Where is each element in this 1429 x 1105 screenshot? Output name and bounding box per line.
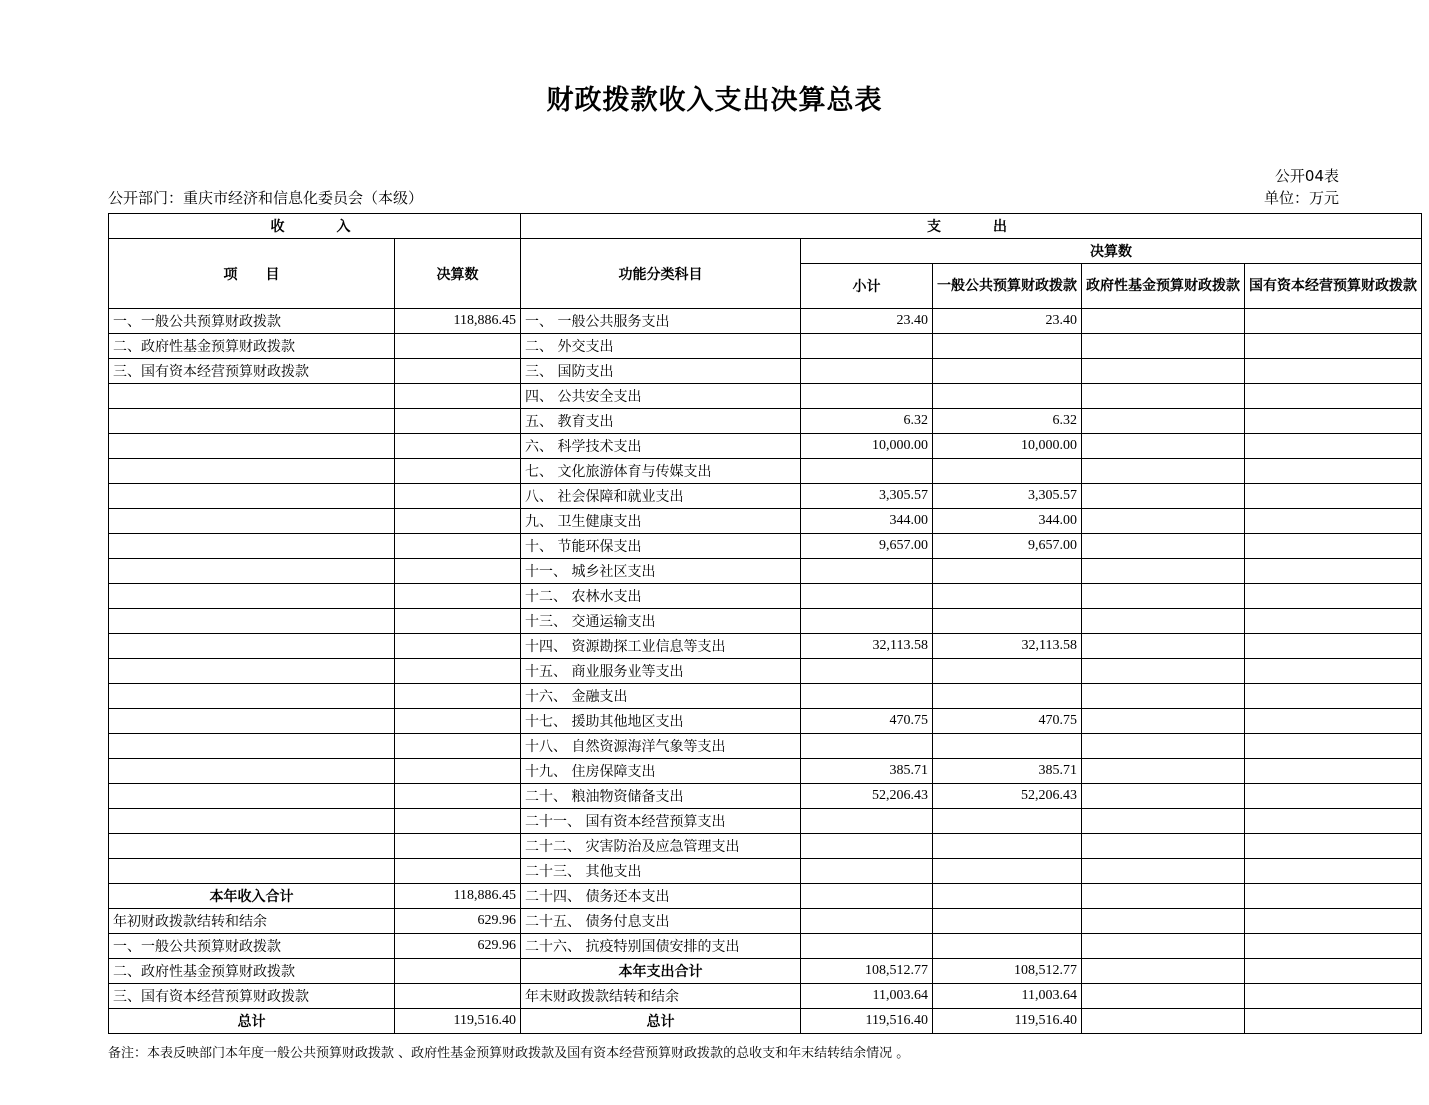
expense-subtotal-cell [801,459,933,484]
expense-general-cell [933,834,1082,859]
expense-fund-cell [1082,959,1245,984]
expense-fund-cell [1082,309,1245,334]
income-item-cell [109,784,395,809]
meta-right-block [1264,165,1339,209]
income-amount-cell [395,434,521,459]
income-amount-cell [395,984,521,1009]
table-row [109,884,1422,909]
expense-general-cell [933,909,1082,934]
document-meta [0,165,1429,209]
income-amount-cell [395,859,521,884]
expense-fund-cell [1082,834,1245,859]
expense-soe-cell [1245,784,1422,809]
expense-soe-cell [1245,434,1422,459]
expense-general-cell [933,459,1082,484]
expense-fund-cell [1082,334,1245,359]
expense-soe-cell [1245,859,1422,884]
expense-general-cell: 470.75 [933,709,1082,734]
expense-subtotal-cell [801,359,933,384]
income-amount-cell [395,484,521,509]
expense-category-cell: 三、 国防支出 [521,359,801,384]
expense-general-cell [933,559,1082,584]
expense-subtotal-cell: 32,113.58 [801,634,933,659]
table-row [109,859,1422,884]
header-expense-group: 支 出 [521,214,1422,239]
income-item-cell [109,709,395,734]
expense-soe-cell [1245,659,1422,684]
income-item-cell [109,809,395,834]
income-item-cell [109,834,395,859]
expense-fund-cell [1082,359,1245,384]
expense-subtotal-cell: 23.40 [801,309,933,334]
table-row [109,634,1422,659]
expense-soe-cell [1245,759,1422,784]
income-item-cell [109,609,395,634]
income-item-cell: 本年收入合计 [109,884,395,909]
header-gov-fund-budget: 政府性基金预算财政拨款 [1082,264,1245,309]
expense-subtotal-cell: 344.00 [801,509,933,534]
expense-category-cell: 十一、 城乡社区支出 [521,559,801,584]
expense-category-cell: 十九、 住房保障支出 [521,759,801,784]
table-row [109,809,1422,834]
table-row [109,609,1422,634]
table-row [109,559,1422,584]
table-row [109,409,1422,434]
expense-general-cell: 23.40 [933,309,1082,334]
income-amount-cell [395,809,521,834]
expense-soe-cell [1245,734,1422,759]
expense-subtotal-cell: 52,206.43 [801,784,933,809]
income-amount-cell [395,959,521,984]
income-item-cell [109,384,395,409]
expense-category-cell: 一、 一般公共服务支出 [521,309,801,334]
expense-category-cell: 总计 [521,1009,801,1034]
income-item-cell [109,434,395,459]
expense-soe-cell [1245,709,1422,734]
header-income-item: 项 目 [109,239,395,309]
expense-subtotal-cell [801,934,933,959]
expense-fund-cell [1082,609,1245,634]
income-amount-cell [395,759,521,784]
expense-subtotal-cell [801,609,933,634]
expense-category-cell: 七、 文化旅游体育与传媒支出 [521,459,801,484]
expense-soe-cell [1245,409,1422,434]
expense-soe-cell [1245,384,1422,409]
table-row [109,684,1422,709]
expense-soe-cell [1245,584,1422,609]
income-amount-cell [395,609,521,634]
expense-category-cell: 九、 卫生健康支出 [521,509,801,534]
table-row [109,784,1422,809]
header-general-public-budget: 一般公共预算财政拨款 [933,264,1082,309]
income-amount-cell: 118,886.45 [395,884,521,909]
expense-general-cell [933,334,1082,359]
expense-category-cell: 二十、 粮油物资储备支出 [521,784,801,809]
expense-general-cell [933,934,1082,959]
expense-subtotal-cell [801,884,933,909]
expense-subtotal-cell [801,559,933,584]
expense-general-cell [933,584,1082,609]
expense-category-cell: 二十四、 债务还本支出 [521,884,801,909]
expense-fund-cell [1082,534,1245,559]
expense-subtotal-cell: 470.75 [801,709,933,734]
expense-subtotal-cell: 385.71 [801,759,933,784]
expense-subtotal-cell [801,584,933,609]
header-income-amount: 决算数 [395,239,521,309]
header-settlement-amount: 决算数 [801,239,1422,264]
header-soe-capital-budget: 国有资本经营预算财政拨款 [1245,264,1422,309]
expense-category-cell: 年末财政拨款结转和结余 [521,984,801,1009]
table-row [109,484,1422,509]
expense-general-cell: 32,113.58 [933,634,1082,659]
table-row [109,834,1422,859]
income-item-cell: 二、政府性基金预算财政拨款 [109,334,395,359]
expense-soe-cell [1245,909,1422,934]
header-subtotal: 小计 [801,264,933,309]
table-note: 备注：本表反映部门本年度一般公共预算财政拨款 、政府性基金预算财政拨款及国有资本经营预算财政拨款的总收支和年末结转结余情况 。 [108,1046,910,1061]
expense-subtotal-cell [801,659,933,684]
table-row [109,459,1422,484]
expense-subtotal-cell [801,734,933,759]
expense-category-cell: 五、 教育支出 [521,409,801,434]
income-item-cell [109,759,395,784]
income-amount-cell: 119,516.40 [395,1009,521,1034]
expense-soe-cell [1245,609,1422,634]
expense-soe-cell [1245,559,1422,584]
expense-subtotal-cell [801,384,933,409]
unit-label: 单位：万元 [1263,189,1339,207]
budget-table [108,213,1422,1034]
expense-fund-cell [1082,434,1245,459]
income-amount-cell: 629.96 [395,934,521,959]
table-row [109,309,1422,334]
expense-general-cell: 6.32 [933,409,1082,434]
table-row [109,359,1422,384]
table-row [109,509,1422,534]
income-item-cell [109,559,395,584]
expense-fund-cell [1082,484,1245,509]
income-item-cell [109,459,395,484]
income-item-cell: 年初财政拨款结转和结余 [109,909,395,934]
income-amount-cell [395,509,521,534]
income-amount-cell [395,784,521,809]
income-amount-cell [395,709,521,734]
expense-subtotal-cell [801,684,933,709]
expense-general-cell: 385.71 [933,759,1082,784]
expense-soe-cell [1245,359,1422,384]
income-amount-cell [395,834,521,859]
expense-fund-cell [1082,559,1245,584]
expense-category-cell: 十三、 交通运输支出 [521,609,801,634]
expense-fund-cell [1082,634,1245,659]
expense-general-cell: 10,000.00 [933,434,1082,459]
expense-fund-cell [1082,584,1245,609]
department-label: 公开部门：重庆市经济和信息化委员会（本级） [108,189,424,207]
expense-fund-cell [1082,734,1245,759]
expense-category-cell: 二十二、 灾害防治及应急管理支出 [521,834,801,859]
header-function-category: 功能分类科目 [521,239,801,309]
income-item-cell [109,859,395,884]
expense-fund-cell [1082,934,1245,959]
expense-general-cell [933,384,1082,409]
expense-general-cell: 52,206.43 [933,784,1082,809]
expense-category-cell: 十七、 援助其他地区支出 [521,709,801,734]
income-item-cell: 总计 [109,1009,395,1034]
table-row [109,659,1422,684]
expense-subtotal-cell: 10,000.00 [801,434,933,459]
header-income-group: 收 入 [109,214,521,239]
expense-category-cell: 四、 公共安全支出 [521,384,801,409]
expense-category-cell: 二十六、 抗疫特别国债安排的支出 [521,934,801,959]
income-amount-cell: 118,886.45 [395,309,521,334]
expense-category-cell: 十八、 自然资源海洋气象等支出 [521,734,801,759]
income-item-cell [109,659,395,684]
expense-fund-cell [1082,909,1245,934]
expense-general-cell [933,859,1082,884]
expense-soe-cell [1245,884,1422,909]
income-amount-cell [395,359,521,384]
expense-soe-cell [1245,684,1422,709]
table-row [109,534,1422,559]
page-title: 财政拨款收入支出决算总表 [546,85,883,116]
expense-soe-cell [1245,509,1422,534]
expense-soe-cell [1245,459,1422,484]
expense-soe-cell [1245,809,1422,834]
expense-subtotal-cell: 119,516.40 [801,1009,933,1034]
expense-subtotal-cell: 9,657.00 [801,534,933,559]
expense-soe-cell [1245,959,1422,984]
income-item-cell: 一、一般公共预算财政拨款 [109,309,395,334]
income-item-cell [109,584,395,609]
expense-soe-cell [1245,934,1422,959]
table-row [109,709,1422,734]
table-row [109,934,1422,959]
income-amount-cell [395,384,521,409]
income-amount-cell [395,559,521,584]
income-amount-cell: 629.96 [395,909,521,934]
expense-general-cell: 119,516.40 [933,1009,1082,1034]
expense-subtotal-cell: 11,003.64 [801,984,933,1009]
expense-general-cell [933,734,1082,759]
expense-general-cell: 3,305.57 [933,484,1082,509]
expense-general-cell [933,609,1082,634]
income-amount-cell [395,534,521,559]
income-item-cell [109,484,395,509]
expense-subtotal-cell [801,334,933,359]
income-amount-cell [395,634,521,659]
income-item-cell: 三、国有资本经营预算财政拨款 [109,359,395,384]
expense-soe-cell [1245,334,1422,359]
expense-general-cell [933,684,1082,709]
expense-subtotal-cell [801,809,933,834]
form-code: 公开04表 [1274,167,1339,185]
expense-subtotal-cell [801,909,933,934]
table-row [109,384,1422,409]
expense-category-cell: 十五、 商业服务业等支出 [521,659,801,684]
expense-soe-cell [1245,834,1422,859]
expense-subtotal-cell: 6.32 [801,409,933,434]
table-row [109,584,1422,609]
income-item-cell [109,684,395,709]
expense-fund-cell [1082,659,1245,684]
expense-fund-cell [1082,809,1245,834]
income-amount-cell [395,659,521,684]
expense-subtotal-cell: 3,305.57 [801,484,933,509]
income-amount-cell [395,459,521,484]
expense-subtotal-cell [801,834,933,859]
expense-fund-cell [1082,884,1245,909]
expense-category-cell: 二、 外交支出 [521,334,801,359]
expense-fund-cell [1082,459,1245,484]
expense-category-cell: 二十五、 债务付息支出 [521,909,801,934]
income-amount-cell [395,584,521,609]
expense-soe-cell [1245,484,1422,509]
table-row [109,984,1422,1009]
table-row [109,959,1422,984]
income-amount-cell [395,409,521,434]
expense-subtotal-cell: 108,512.77 [801,959,933,984]
expense-general-cell [933,809,1082,834]
expense-fund-cell [1082,709,1245,734]
expense-category-cell: 二十一、 国有资本经营预算支出 [521,809,801,834]
expense-subtotal-cell [801,859,933,884]
expense-fund-cell [1082,509,1245,534]
expense-general-cell [933,359,1082,384]
expense-soe-cell [1245,534,1422,559]
table-row [109,909,1422,934]
expense-fund-cell [1082,384,1245,409]
expense-soe-cell [1245,984,1422,1009]
table-header-row-settlement [109,239,1422,264]
expense-fund-cell [1082,1009,1245,1034]
expense-category-cell: 二十三、 其他支出 [521,859,801,884]
expense-category-cell: 十六、 金融支出 [521,684,801,709]
income-amount-cell [395,334,521,359]
expense-fund-cell [1082,684,1245,709]
expense-soe-cell [1245,634,1422,659]
expense-general-cell: 108,512.77 [933,959,1082,984]
expense-soe-cell [1245,1009,1422,1034]
income-item-cell [109,509,395,534]
expense-fund-cell [1082,859,1245,884]
expense-category-cell: 十、 节能环保支出 [521,534,801,559]
income-item-cell: 三、国有资本经营预算财政拨款 [109,984,395,1009]
table-row [109,759,1422,784]
expense-general-cell: 344.00 [933,509,1082,534]
expense-fund-cell [1082,759,1245,784]
expense-soe-cell [1245,309,1422,334]
income-item-cell [109,534,395,559]
expense-general-cell: 11,003.64 [933,984,1082,1009]
expense-general-cell [933,884,1082,909]
expense-general-cell [933,659,1082,684]
expense-category-cell: 十二、 农林水支出 [521,584,801,609]
expense-general-cell: 9,657.00 [933,534,1082,559]
income-item-cell: 一、一般公共预算财政拨款 [109,934,395,959]
expense-fund-cell [1082,984,1245,1009]
income-item-cell [109,409,395,434]
income-item-cell [109,734,395,759]
income-amount-cell [395,734,521,759]
table-header-row-groups [109,214,1422,239]
expense-category-cell: 十四、 资源勘探工业信息等支出 [521,634,801,659]
expense-category-cell: 本年支出合计 [521,959,801,984]
expense-category-cell: 六、 科学技术支出 [521,434,801,459]
income-amount-cell [395,684,521,709]
income-item-cell: 二、政府性基金预算财政拨款 [109,959,395,984]
table-row [109,334,1422,359]
expense-category-cell: 八、 社会保障和就业支出 [521,484,801,509]
table-row [109,1009,1422,1034]
table-row [109,434,1422,459]
table-row [109,734,1422,759]
expense-fund-cell [1082,784,1245,809]
income-item-cell [109,634,395,659]
expense-fund-cell [1082,409,1245,434]
